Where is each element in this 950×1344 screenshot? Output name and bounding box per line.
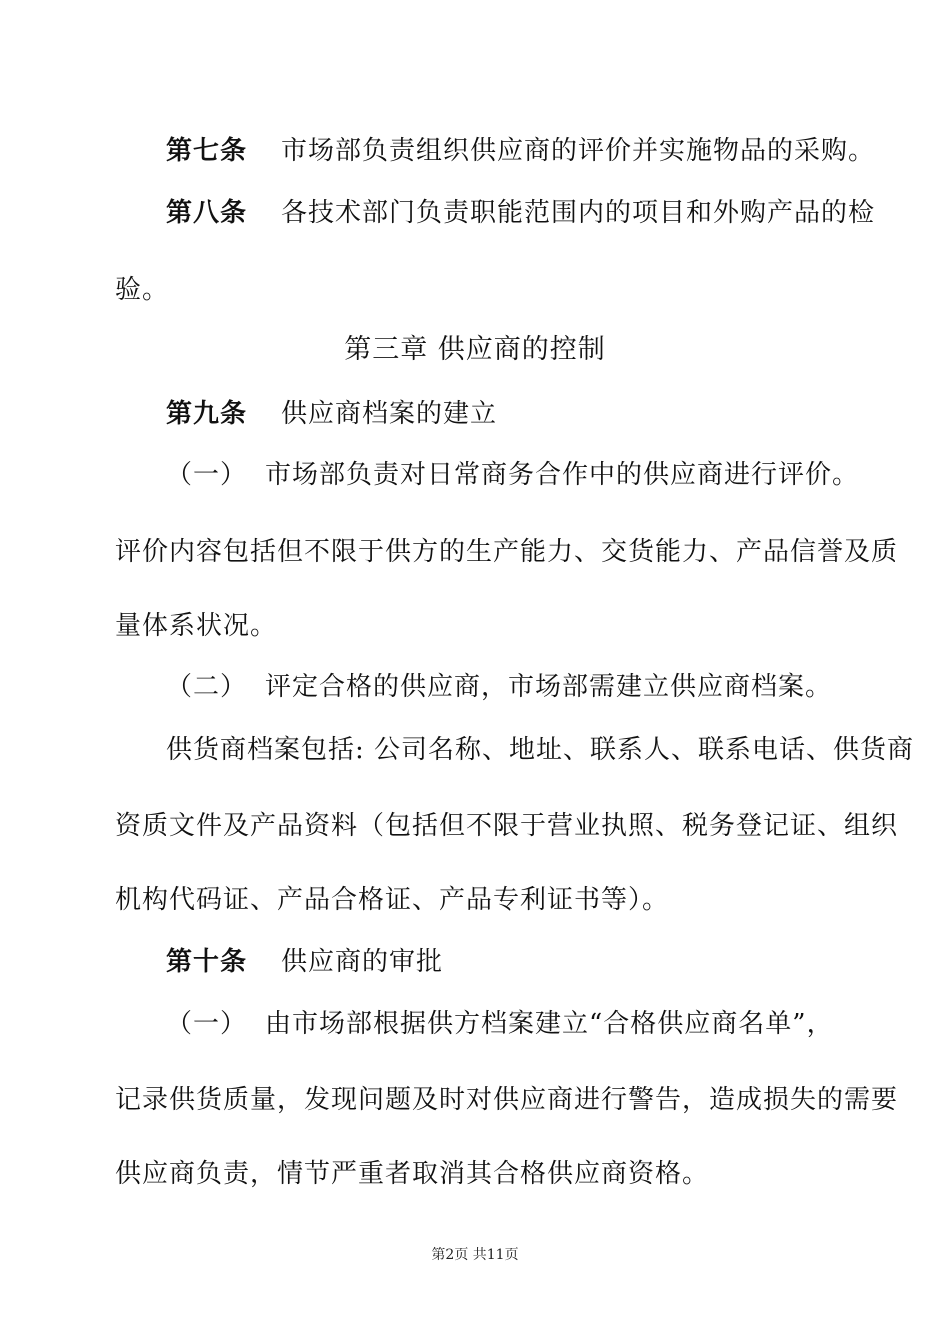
article-9-label: 第九条 — [166, 399, 248, 429]
article-9-text: 供应商档案的建立 — [281, 399, 498, 429]
article-10-item-1-line2: 记录供货质量，发现问题及时对供应商进行警告，造成损失的需要 — [115, 1085, 899, 1115]
article-9-item-1-line3: 量体系状况。 — [115, 611, 278, 641]
article-7 — [166, 131, 888, 171]
article-9-item-1 — [166, 455, 888, 495]
article-9-item-2-line2: 供货商档案包括: 公司名称、地址、联系人、联系电话、供货商 — [166, 735, 915, 765]
article-9 — [166, 394, 888, 434]
chapter-3-title: 第三章 供应商的控制 — [344, 334, 606, 365]
article-8-label: 第八条 — [166, 198, 248, 228]
article-10 — [166, 942, 888, 982]
item-number: （一） — [166, 1009, 248, 1039]
item-number: （二） — [166, 672, 248, 702]
article-9-item-2-line3: 资质文件及产品资料（包括但不限于营业执照、税务登记证、组织 — [115, 811, 899, 841]
article-9-item-2-line1: 评定合格的供应商，市场部需建立供应商档案。 — [265, 672, 833, 702]
article-10-item-1 — [166, 1004, 888, 1044]
article-8-text-line1: 各技术部门负责职能范围内的项目和外购产品的检 — [281, 198, 876, 228]
article-9-item-1-line1: 市场部负责对日常商务合作中的供应商进行评价。 — [265, 460, 860, 490]
article-9-item-1-line2: 评价内容包括但不限于供方的生产能力、交货能力、产品信誉及质 — [115, 537, 899, 567]
article-8-text-line2: 验。 — [115, 275, 170, 305]
item-number: （一） — [166, 460, 248, 490]
article-9-item-2-line4: 机构代码证、产品合格证、产品专利证书等）。 — [115, 885, 670, 915]
article-10-item-1-line1: 由市场部根据供方档案建立“合格供应商名单”， — [265, 1009, 834, 1039]
article-9-item-2 — [166, 667, 888, 707]
page-footer: 第2页 共11页 — [431, 1247, 519, 1263]
article-7-text: 市场部负责组织供应商的评价并实施物品的采购。 — [281, 136, 876, 166]
article-10-label: 第十条 — [166, 947, 248, 977]
article-7-label: 第七条 — [166, 136, 248, 166]
article-10-text: 供应商的审批 — [281, 947, 444, 977]
article-8 — [166, 193, 888, 233]
article-10-item-1-line3: 供应商负责，情节严重者取消其合格供应商资格。 — [115, 1159, 710, 1189]
